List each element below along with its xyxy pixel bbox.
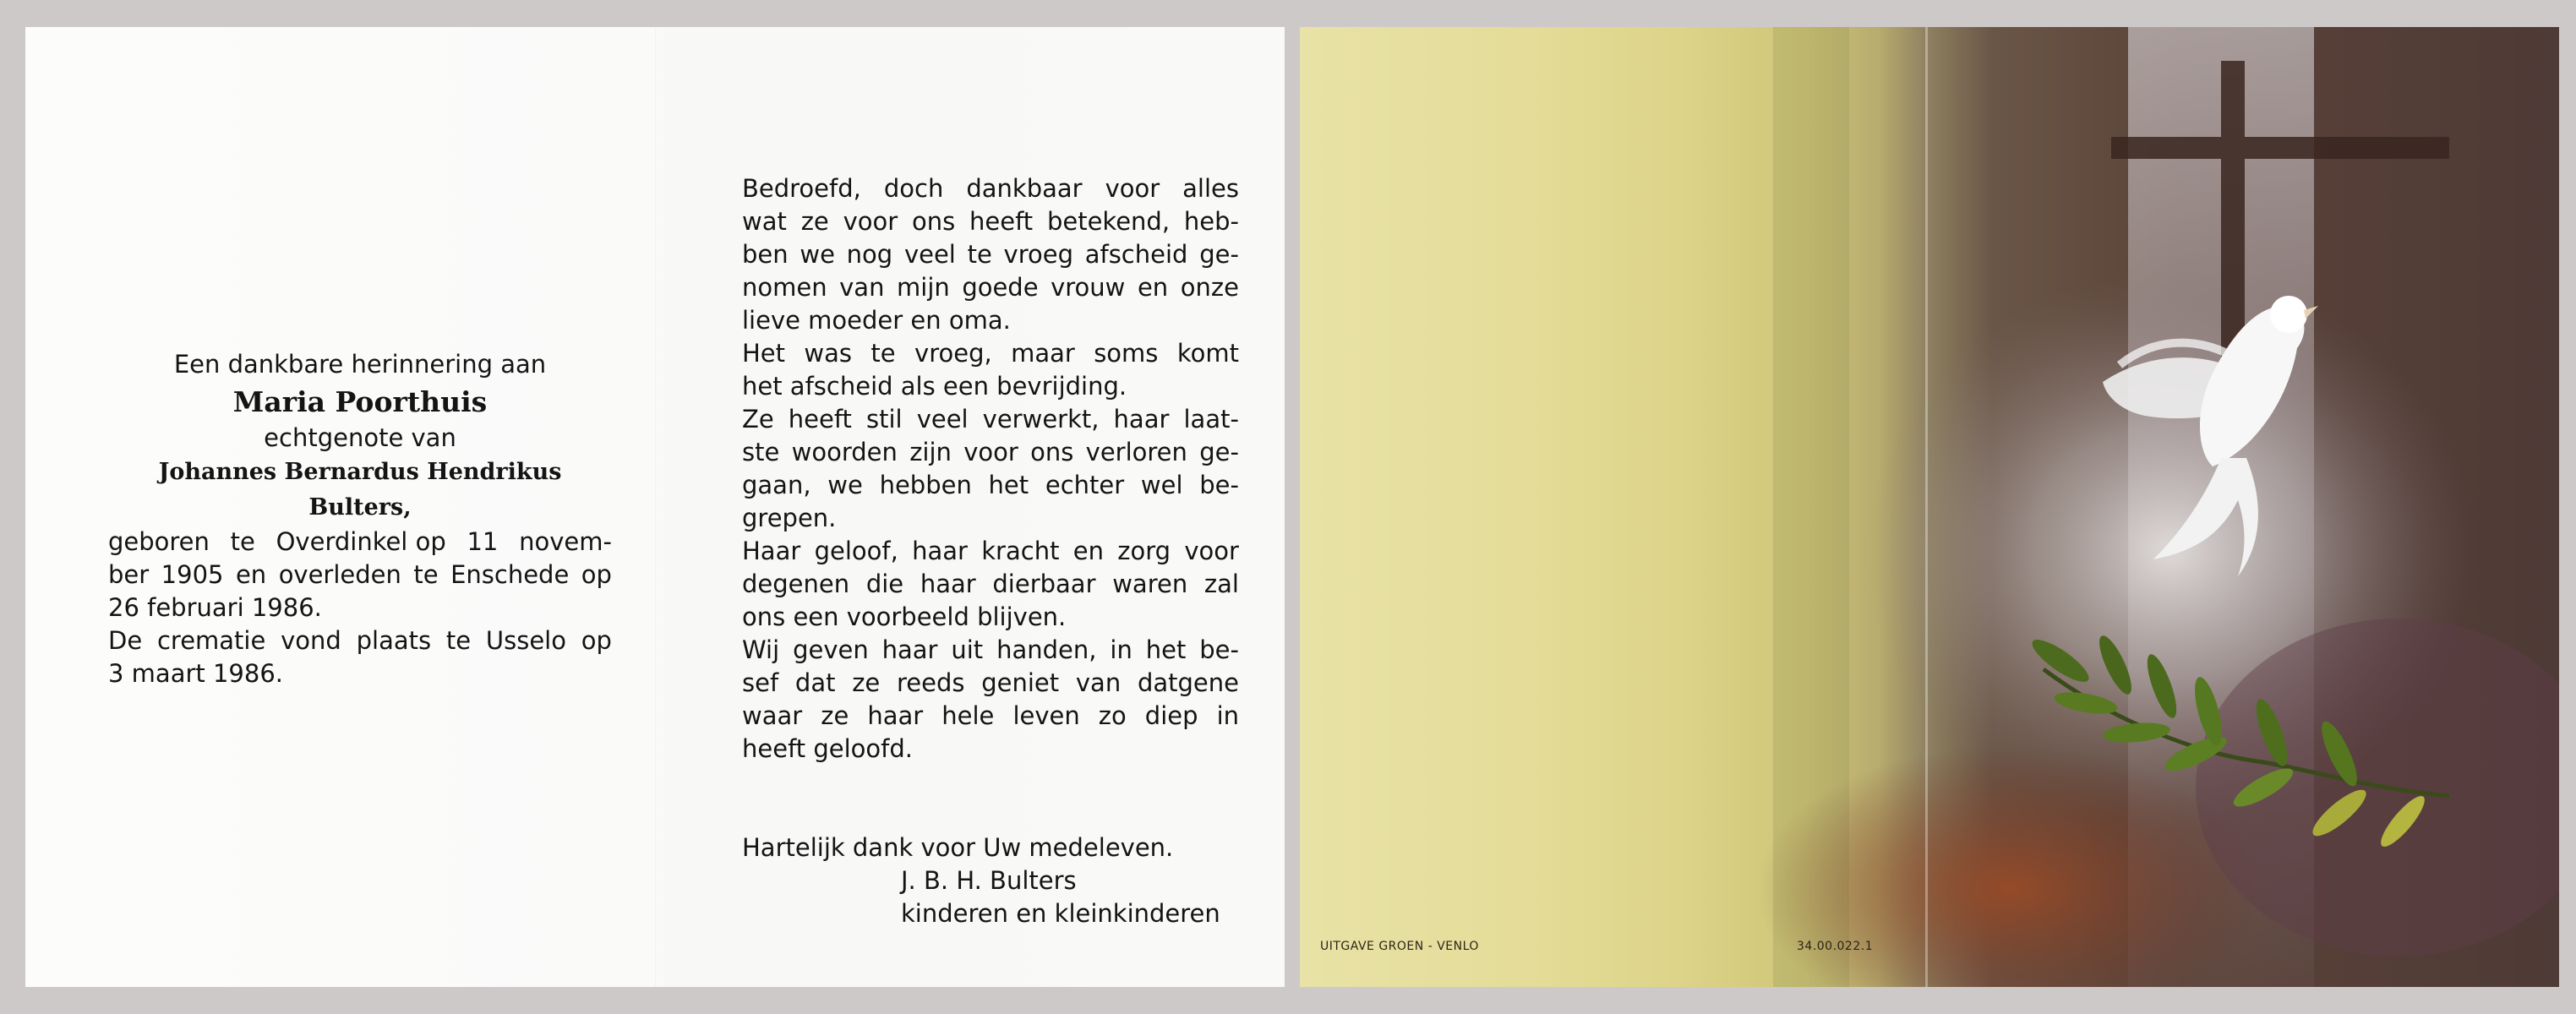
word: Haar (742, 537, 801, 565)
word: veel (916, 405, 969, 433)
word: vond (281, 626, 341, 655)
text-line: ons een voorbeeld blijven. (742, 602, 1067, 631)
word: ste (742, 438, 780, 466)
word: echter (1045, 471, 1125, 499)
word: en (1072, 537, 1104, 565)
word: voor (963, 438, 1018, 466)
word: we (800, 240, 835, 269)
word: Enschede (450, 560, 570, 589)
word: van (1075, 668, 1122, 697)
fold-line (1925, 27, 1928, 987)
word: betekend, (1046, 207, 1171, 236)
word: heeft (969, 207, 1034, 236)
word: doch (883, 174, 944, 203)
spouse-name: Johannes Bernardus Hendrikus Bulters, (158, 459, 562, 521)
word: ze (852, 668, 881, 697)
word: ze (821, 701, 849, 730)
word: vroeg (1003, 240, 1073, 269)
word: en (235, 560, 267, 589)
word: Wij (742, 635, 780, 664)
text-line (108, 526, 612, 559)
word: crematie (156, 626, 266, 655)
deceased-name: Maria Poorthuis (232, 385, 488, 418)
word: Usselo (485, 626, 566, 655)
text-line (742, 700, 1239, 733)
text-line (742, 535, 1239, 568)
word: we (827, 471, 863, 499)
text-line (742, 238, 1239, 271)
word: leven (1012, 701, 1080, 730)
word: Bedroefd, (742, 174, 861, 203)
word: op (581, 626, 612, 655)
word: novem- (519, 527, 612, 556)
word: ge- (1199, 240, 1239, 269)
word: wat (742, 207, 787, 236)
word: heeft (788, 405, 852, 433)
word: Overdinkel op (276, 527, 446, 556)
word: zijn (909, 438, 952, 466)
word: te (230, 527, 255, 556)
word: handen, (996, 635, 1097, 664)
word: De (108, 626, 143, 655)
word: geboren (108, 527, 210, 556)
word: verwerkt, (982, 405, 1100, 433)
word: verloren (1085, 438, 1187, 466)
word: woorden (791, 438, 898, 466)
word: ben (742, 240, 789, 269)
text-line: lieve moeder en oma. (742, 306, 1011, 335)
word: haar (867, 701, 924, 730)
word: haar (881, 635, 938, 664)
word: afscheid (1084, 240, 1188, 269)
text-line: 3 maart 1986. (108, 659, 283, 688)
word: reeds (897, 668, 965, 697)
word: Ze (742, 405, 774, 433)
cover-painting (1300, 27, 2559, 987)
text-line (742, 403, 1239, 436)
word: zorg (1117, 537, 1171, 565)
word: op (581, 560, 612, 589)
spouse-label: echtgenote van (264, 423, 456, 452)
word: plaats (356, 626, 432, 655)
word: maar (1011, 339, 1075, 368)
word: geven (793, 635, 869, 664)
word: degenen (742, 570, 850, 598)
word: 11 (467, 527, 499, 556)
word: in (1110, 635, 1132, 664)
poem-text (742, 172, 1239, 766)
fold-line (655, 27, 657, 987)
text-line: het afscheid als een bevrijding. (742, 372, 1127, 401)
word: Het (742, 339, 786, 368)
word: van (839, 273, 885, 302)
text-line (742, 568, 1239, 601)
word: gaan, (742, 471, 811, 499)
word: overleden (278, 560, 401, 589)
word: be- (1199, 471, 1239, 499)
word: hebben (879, 471, 972, 499)
word: dat (794, 668, 836, 697)
word: en (1137, 273, 1169, 302)
word: zal (1203, 570, 1239, 598)
text-line (742, 337, 1239, 370)
text-line (742, 634, 1239, 667)
text-line (742, 667, 1239, 700)
word: 1905 (161, 560, 224, 589)
word: voor (1184, 537, 1239, 565)
word: komt (1176, 339, 1239, 368)
word: sef (742, 668, 779, 697)
word: heb- (1183, 207, 1239, 236)
word: datgene (1137, 668, 1239, 697)
word: ons (911, 207, 956, 236)
word: be- (1199, 635, 1239, 664)
word: vroeg, (914, 339, 992, 368)
word: kracht (981, 537, 1060, 565)
word: ze (800, 207, 829, 236)
word: zo (1098, 701, 1127, 730)
text-line (742, 469, 1239, 502)
word: ber (108, 560, 150, 589)
text-line (742, 205, 1239, 238)
word: alles (1182, 174, 1239, 203)
word: stil (866, 405, 903, 433)
word: diep (1144, 701, 1198, 730)
word: voor (843, 207, 898, 236)
word: ons (1030, 438, 1074, 466)
intro-text: Een dankbare herinnering aan (173, 350, 547, 379)
word: te (413, 560, 439, 589)
publisher-imprint: UITGAVE GROEN - VENLO (1320, 940, 1479, 953)
word: te (870, 339, 896, 368)
word: haar (920, 570, 976, 598)
text-line (108, 624, 612, 657)
word: ge- (1199, 438, 1239, 466)
word: in (1216, 701, 1239, 730)
word: goede (962, 273, 1039, 302)
word: geloof, (814, 537, 898, 565)
word: was (804, 339, 853, 368)
memorial-details (108, 348, 612, 690)
memorial-poem (742, 172, 1239, 930)
word: voor (1105, 174, 1160, 203)
family-line: kinderen en kleinkinderen (901, 899, 1220, 928)
text-line (742, 271, 1239, 304)
thanks-text: Hartelijk dank voor Uw medeleven. (742, 833, 1174, 862)
text-line (742, 436, 1239, 469)
memorial-card-cover (1300, 27, 2559, 987)
word: haar (912, 537, 968, 565)
word: wel (1140, 471, 1183, 499)
word: waren (1112, 570, 1188, 598)
memorial-card-inside (25, 27, 1285, 987)
word: uit (951, 635, 984, 664)
word: hele (941, 701, 995, 730)
word: te (445, 626, 472, 655)
signatory: J. B. H. Bulters (901, 866, 1077, 895)
text-line: 26 februari 1986. (108, 593, 322, 622)
word: nomen (742, 273, 827, 302)
text-line: heeft geloofd. (742, 734, 913, 763)
word: waar (742, 701, 803, 730)
word: laat- (1183, 405, 1239, 433)
word: nog (846, 240, 893, 269)
bio-text (108, 526, 612, 690)
word: het (1145, 635, 1187, 664)
text-line (742, 172, 1239, 205)
word: dierbaar (992, 570, 1096, 598)
text-line (108, 559, 612, 592)
word: mijn (897, 273, 950, 302)
word: te (967, 240, 992, 269)
word: die (865, 570, 904, 598)
word: het (988, 471, 1029, 499)
text-line: grepen. (742, 504, 837, 532)
word: dankbaar (966, 174, 1083, 203)
word: veel (903, 240, 956, 269)
card-code: 34.00.022.1 (1797, 940, 1874, 953)
word: soms (1094, 339, 1159, 368)
word: geniet (981, 668, 1060, 697)
word: vrouw (1051, 273, 1126, 302)
word: haar (1113, 405, 1170, 433)
word: onze (1180, 273, 1239, 302)
